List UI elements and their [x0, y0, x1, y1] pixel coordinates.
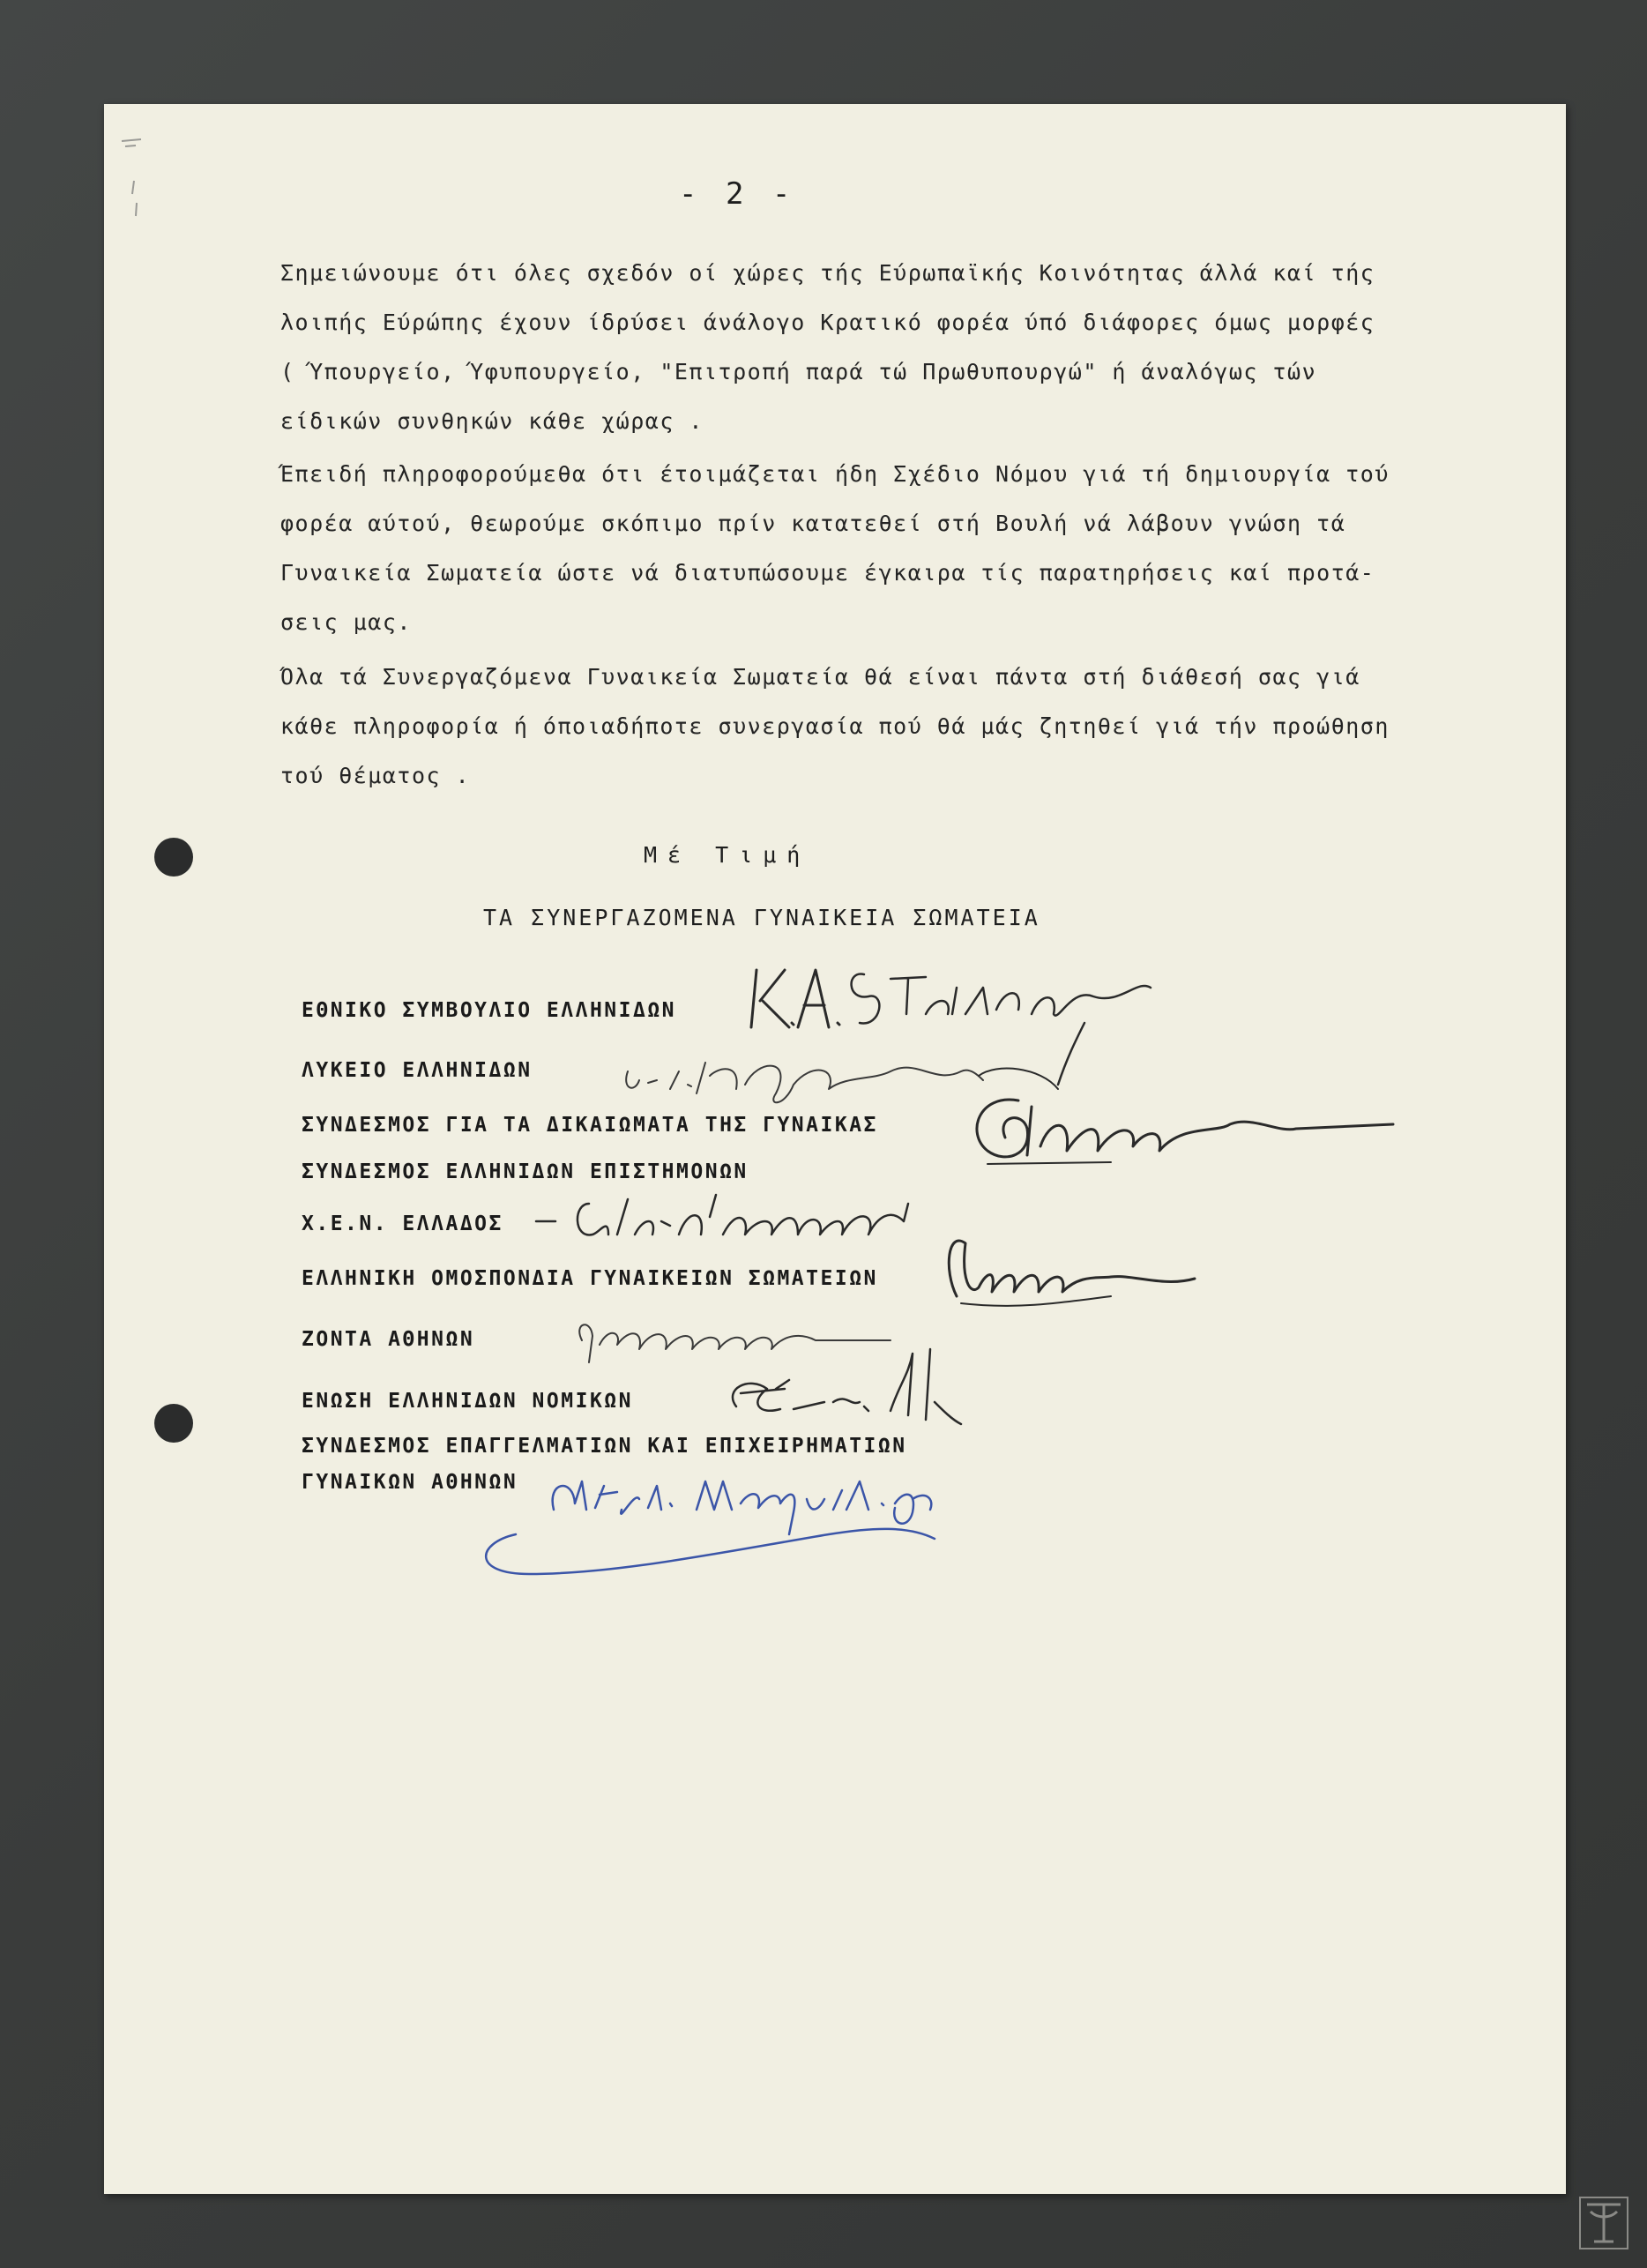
salutation: Μέ Τιμή [644, 842, 811, 868]
organization-name: ΕΛΛΗΝΙΚΗ ΟΜΟΣΠΟΝΔΙΑ ΓΥΝΑΙΚΕΙΩΝ ΣΩΜΑΤΕΙΩΝ [302, 1267, 878, 1290]
organization-name: ΓΥΝΑΙΚΩΝ ΑΘΗΝΩΝ [302, 1471, 518, 1494]
paragraph-line: Όλα τά Συνεργαζόμενα Γυναικεία Σωματεία θά είναι πάντα στή διάθεσή σας γιά [280, 664, 1360, 690]
signatory-heading: ΤΑ ΣΥΝΕΡΓΑΖΟΜΕΝΑ ΓΥΝΑΙΚΕΙΑ ΣΩΜΑΤΕΙΑ [483, 905, 1040, 930]
paragraph-line: ( Ύπουργείο, Ύφυπουργείο, "Επιτροπή παρά τώ Πρωθυπουργώ" ή άναλόγως τών [280, 359, 1317, 384]
paragraph-line: κάθε πληροφορία ή όποιαδήποτε συνεργασία πού θά μάς ζητηθεί γιά τήν προώθηση [280, 713, 1390, 739]
organization-name: ΛΥΚΕΙΟ ΕΛΛΗΝΙΔΩΝ [302, 1059, 533, 1082]
organization-name: ΣΥΝΔΕΣΜΟΣ ΕΠΑΓΓΕΛΜΑΤΙΩΝ ΚΑΙ ΕΠΙΧΕΙΡΗΜΑΤΙΩΝ [302, 1435, 907, 1458]
organization-name: ΣΥΝΔΕΣΜΟΣ ΕΛΛΗΝΙΔΩΝ ΕΠΙΣΤΗΜΟΝΩΝ [302, 1160, 749, 1183]
paragraph-line: Έπειδή πληροφορούμεθα ότι έτοιμάζεται ήδη Σχέδιο Νόμου γιά τή δημιουργία τού [280, 461, 1390, 487]
paragraph-line: φορέα αύτού, θεωρούμε σκόπιμο πρίν κατατεθεί στή Βουλή νά λάβουν γνώση τά [280, 511, 1346, 536]
signature-omospondia [949, 1241, 1195, 1306]
paragraph-line: είδικών συνθηκών κάθε χώρας . [280, 408, 704, 434]
signature-epaggelmation [486, 1481, 935, 1574]
signature-zonta [579, 1324, 891, 1362]
signature-enosi [733, 1349, 961, 1424]
organization-name: Χ.Ε.Ν. ΕΛΛΑΔΟΣ [302, 1212, 503, 1235]
paragraph-line: Γυναικεία Σωματεία ώστε νά διατυπώσουμε έγκαιρα τίς παρατηρήσεις καί προτά- [280, 560, 1375, 586]
signature-ekon [751, 970, 1151, 1085]
organization-name: ΕΘΝΙΚΟ ΣΥΜΒΟΥΛΙΟ ΕΛΛΗΝΙΔΩΝ [302, 999, 677, 1022]
page-number: - 2 - [679, 176, 796, 212]
signature-lykeio [626, 1063, 983, 1102]
paragraph-line: Σημειώνουμε ότι όλες σχεδόν οί χώρες τής Εύρωπαϊκής Κοινότητας άλλά καί τής [280, 260, 1375, 286]
organization-name: ΖΟΝΤΑ ΑΘΗΝΩΝ [302, 1328, 475, 1351]
archive-logo-icon [1578, 2196, 1629, 2250]
paragraph-line: τού θέματος . [280, 763, 471, 788]
signature-syndesmos [977, 1069, 1393, 1164]
paragraph-line: λοιπής Εύρώπης έχουν ίδρύσει άνάλογο Κρατικό φορέα ύπό διάφορες όμως μορφές [280, 310, 1375, 335]
signature-xen [536, 1195, 908, 1235]
organization-name: ΣΥΝΔΕΣΜΟΣ ΓΙΑ ΤΑ ΔΙΚΑΙΩΜΑΤΑ ΤΗΣ ΓΥΝΑΙΚΑΣ [302, 1114, 878, 1137]
organization-name: ΕΝΩΣΗ ΕΛΛΗΝΙΔΩΝ ΝΟΜΙΚΩΝ [302, 1390, 633, 1413]
paragraph-line: σεις μας. [280, 609, 412, 635]
